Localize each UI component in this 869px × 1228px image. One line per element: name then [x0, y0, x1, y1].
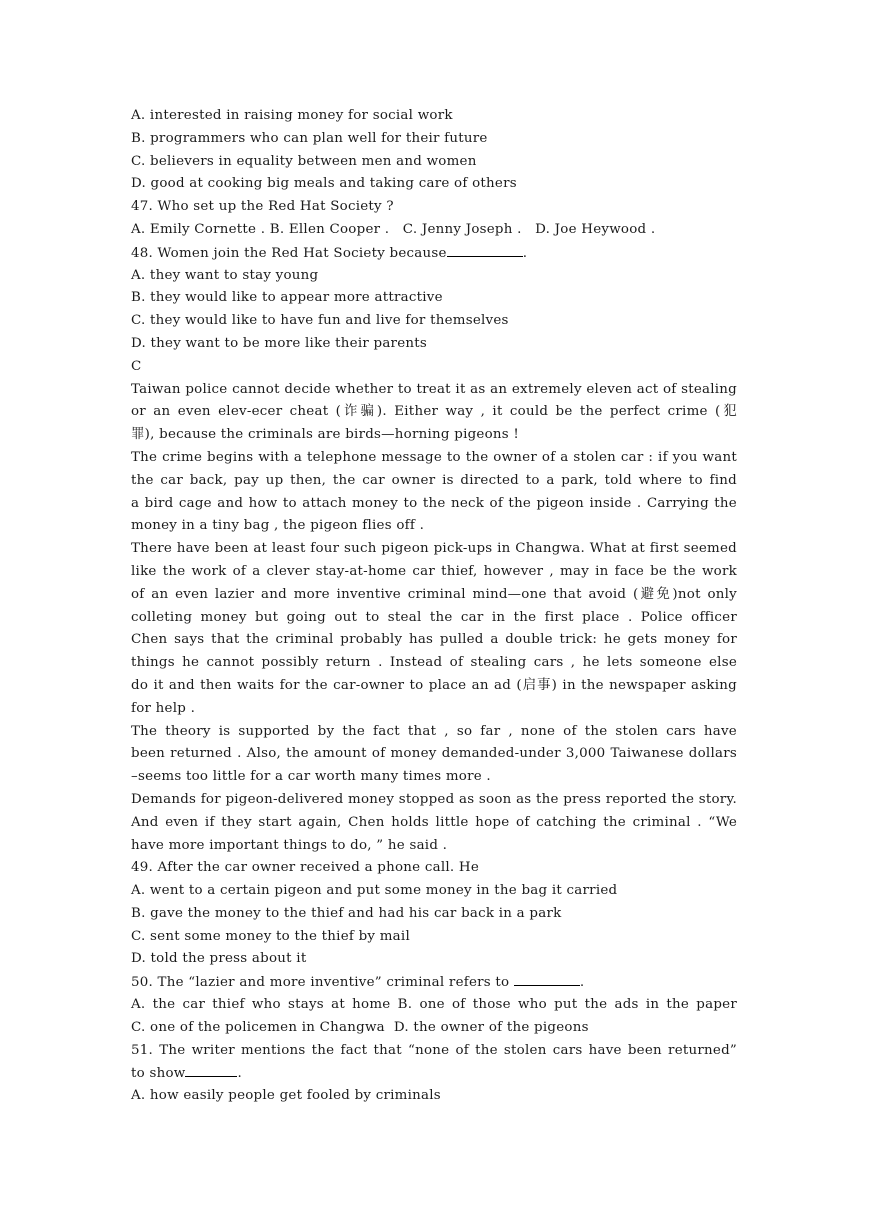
q48-stem-end: . [522, 245, 528, 261]
q48-answer-blank[interactable] [447, 242, 523, 257]
q46-option-c: C. believers in equality between men and women [131, 153, 477, 169]
passage-line: The crime begins with a telephone message to the owner of a stolen car : if you want [131, 449, 737, 465]
passage-line: the car back, pay up then, the car owner is directed to a park, told where to find [131, 472, 737, 488]
q50-stem-line [131, 971, 737, 994]
passage-line: 罪), because the criminals are birds—horning pigeons ! [131, 427, 520, 443]
passage-line: Chen says that the criminal probably has pulled a double trick: he gets money for [131, 632, 737, 648]
q47-options: A. Emily Cornette . B. Ellen Cooper . C. Jenny Joseph . D. Joe Heywood . [131, 221, 656, 237]
passage-line: Demands for pigeon-delivered money stopped as soon as the press reported the story. [131, 791, 737, 807]
passage-line: a bird cage and how to attach money to the neck of the pigeon inside . Carrying the [131, 495, 737, 511]
q50-options-cd: C. one of the policemen in Changwa D. the owner of the pigeons [131, 1019, 589, 1035]
q48-option-a: A. they want to stay young [131, 267, 319, 283]
q51-stem-cont-line [131, 1062, 737, 1085]
passage-line: like the work of a clever stay-at-home car thief, however , may in face be the work [131, 563, 737, 579]
q48-stem-line [131, 242, 737, 265]
q49-option-b: B. gave the money to the thief and had his car back in a park [131, 905, 562, 921]
passage-line: colleting money but going out to steal the car in the first place . Police officer [131, 609, 737, 625]
q49-option-c: C. sent some money to the thief by mail [131, 928, 410, 944]
passage-line: The theory is supported by the fact that , so far , none of the stolen cars have [131, 723, 737, 739]
passage-line: things he cannot possibly return . Instead of stealing cars , he lets someone else [131, 655, 737, 671]
q50-answer-blank[interactable] [514, 971, 580, 986]
q46-option-b: B. programmers who can plan well for their future [131, 130, 488, 146]
q46-option-d: D. good at cooking big meals and taking care of others [131, 176, 517, 192]
q50-stem: 50. The “lazier and more inventive” criminal refers to [131, 975, 514, 991]
q51-stem-cont: to show [131, 1066, 186, 1082]
passage-line: Taiwan police cannot decide whether to treat it as an extremely eleven act of stealing [131, 381, 737, 397]
passage-line: for help . [131, 700, 196, 716]
q49-option-d: D. told the press about it [131, 951, 307, 967]
passage-line: of an even lazier and more inventive criminal mind—one that avoid (避免)not only [131, 586, 737, 602]
q48-option-b: B. they would like to appear more attractive [131, 290, 443, 306]
passage-line: There have been at least four such pigeon pick-ups in Changwa. What at first seemed [131, 541, 737, 557]
q48-option-c: C. they would like to have fun and live for themselves [131, 313, 509, 329]
q51-stem-end: . [237, 1066, 242, 1082]
passage-line: do it and then waits for the car-owner to place an ad (启事) in the newspaper asking [131, 677, 737, 693]
document-page [131, 105, 737, 1108]
q51-answer-blank[interactable] [185, 1062, 237, 1077]
q50-options-ab: A. the car thief who stays at home B. one of those who put the ads in the paper [131, 997, 737, 1013]
q51-option-a: A. how easily people get fooled by criminals [131, 1088, 441, 1104]
passage-line: or an even elev-ecer cheat (诈骗). Either way , it could be the perfect crime (犯 [131, 404, 737, 420]
q51-stem: 51. The writer mentions the fact that “none of the stolen cars have been returned” [131, 1042, 737, 1058]
q47-stem: 47. Who set up the Red Hat Society ? [131, 199, 394, 215]
passage-line: have more important things to do, ” he said . [131, 837, 448, 853]
passage-line: And even if they start again, Chen holds little hope of catching the criminal . “We [131, 814, 737, 830]
q50-stem-end: . [579, 975, 585, 991]
q49-stem: 49. After the car owner received a phone call. He [131, 860, 480, 876]
q48-option-d: D. they want to be more like their parents [131, 335, 428, 351]
passage-line: money in a tiny bag , the pigeon flies off . [131, 518, 425, 534]
section-label: C [131, 358, 142, 374]
passage-line: been returned . Also, the amount of money demanded-under 3,000 Taiwanese dollars [131, 746, 737, 762]
q49-option-a: A. went to a certain pigeon and put some money in the bag it carried [131, 883, 618, 899]
q46-option-a: A. interested in raising money for social work [131, 108, 453, 123]
passage-line: –seems too little for a car worth many times more . [131, 769, 491, 785]
q48-stem: 48. Women join the Red Hat Society because [131, 245, 447, 261]
